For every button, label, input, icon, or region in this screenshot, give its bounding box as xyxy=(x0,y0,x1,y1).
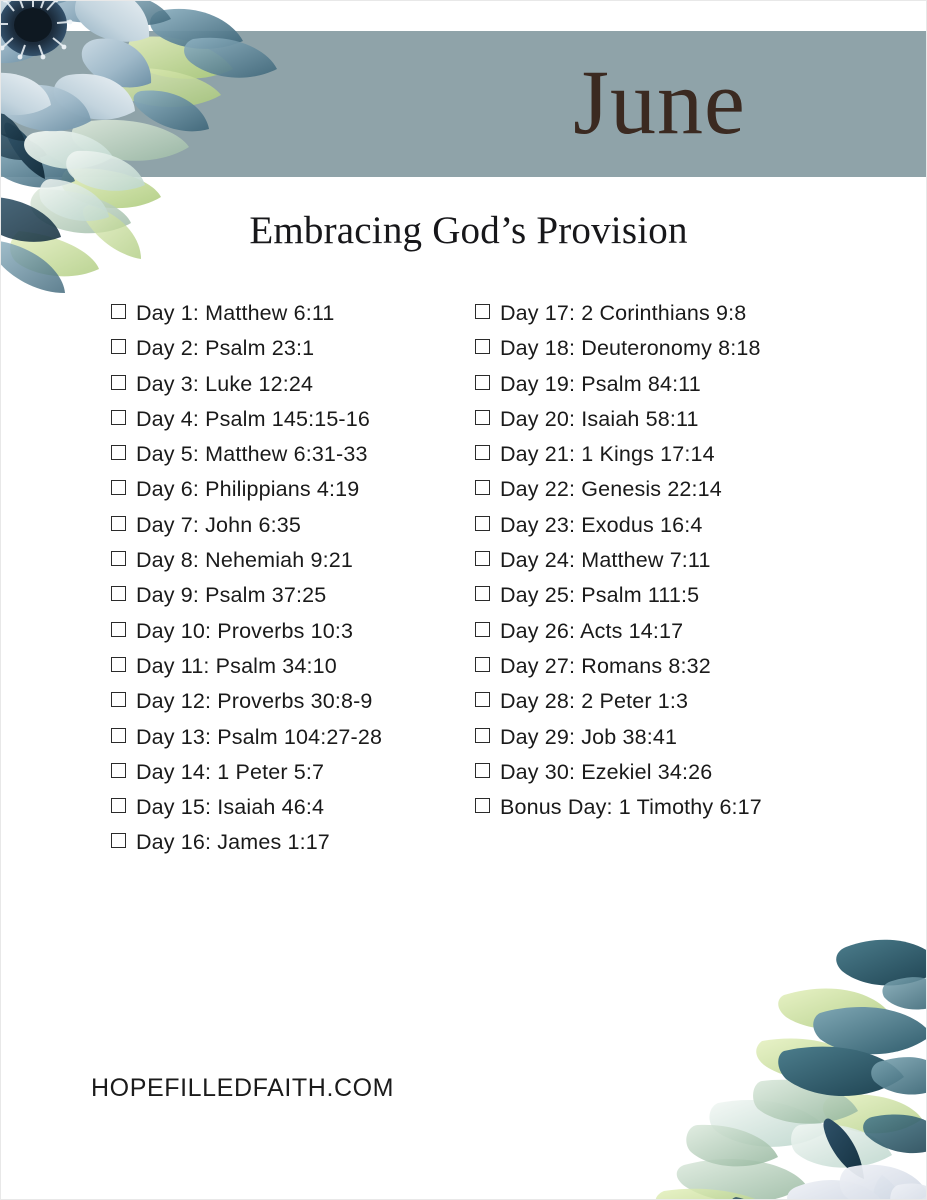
checklist-item[interactable] xyxy=(111,407,382,442)
page-subtitle: Embracing God’s Provision xyxy=(249,209,688,252)
checklist-item-label: Day 22: Genesis 22:14 xyxy=(500,477,722,502)
checklist-item-label: Day 28: 2 Peter 1:3 xyxy=(500,689,689,714)
checklist-item-label: Day 14: 1 Peter 5:7 xyxy=(136,759,325,784)
checklist-item-label: Day 27: Romans 8:32 xyxy=(500,653,711,678)
checklist-item-label: Day 11: Psalm 34:10 xyxy=(136,653,337,678)
checkbox-square-icon[interactable] xyxy=(475,410,490,425)
checkbox-square-icon[interactable] xyxy=(475,445,490,460)
checklist-item-label: Day 3: Luke 12:24 xyxy=(136,371,314,396)
checkbox-square-icon[interactable] xyxy=(475,480,490,495)
checkbox-square-icon[interactable] xyxy=(111,657,126,672)
checklist-item[interactable] xyxy=(111,583,382,618)
br-pale-flower xyxy=(787,1165,927,1200)
br-leaf-lime xyxy=(655,988,922,1200)
checkbox-square-icon[interactable] xyxy=(111,375,126,390)
footer-website: HOPEFILLEDFAITH.COM xyxy=(91,1074,395,1102)
checklist-item-label: Day 9: Psalm 37:25 xyxy=(136,583,327,608)
checkbox-square-icon[interactable] xyxy=(475,551,490,566)
checklist-item-label: Day 21: 1 Kings 17:14 xyxy=(500,442,715,467)
checklist-item-label: Day 5: Matthew 6:31-33 xyxy=(136,442,368,467)
checkbox-square-icon[interactable] xyxy=(475,798,490,813)
checklist-item[interactable] xyxy=(475,372,762,407)
checklist-item-label: Day 6: Philippians 4:19 xyxy=(136,477,360,502)
checklist-item[interactable] xyxy=(475,442,762,477)
checklist-item[interactable] xyxy=(111,619,382,654)
checklist-item-label: Day 24: Matthew 7:11 xyxy=(500,548,711,573)
checklist-item[interactable] xyxy=(111,477,382,512)
checklist-item-label: Day 17: 2 Corinthians 9:8 xyxy=(500,301,747,325)
checkbox-square-icon[interactable] xyxy=(111,480,126,495)
checklist-item[interactable] xyxy=(475,301,762,336)
checklist-item-label: Day 12: Proverbs 30:8-9 xyxy=(136,689,373,714)
checkbox-square-icon[interactable] xyxy=(475,304,490,319)
checkbox-square-icon[interactable] xyxy=(475,692,490,707)
checklist-item[interactable] xyxy=(475,725,762,760)
checklist-item[interactable] xyxy=(111,830,382,865)
checklist-item-label: Day 7: John 6:35 xyxy=(136,512,301,537)
checkbox-square-icon[interactable] xyxy=(475,339,490,354)
checklist-item[interactable] xyxy=(111,548,382,583)
checkbox-square-icon[interactable] xyxy=(475,728,490,743)
checklist-item[interactable] xyxy=(111,372,382,407)
checklist-item-label: Day 15: Isaiah 46:4 xyxy=(136,795,325,820)
checkbox-square-icon[interactable] xyxy=(111,833,126,848)
checklist-item[interactable] xyxy=(475,477,762,512)
checklist-item[interactable] xyxy=(111,689,382,724)
month-title: June xyxy=(573,51,746,153)
checkbox-square-icon[interactable] xyxy=(111,622,126,637)
checklist-item-label: Day 25: Psalm 111:5 xyxy=(500,583,700,608)
checklist-item-label: Day 4: Psalm 145:15-16 xyxy=(136,406,370,431)
checklist-item[interactable] xyxy=(475,548,762,583)
checklist-item-label: Day 18: Deuteronomy 8:18 xyxy=(500,336,761,361)
checkbox-square-icon[interactable] xyxy=(111,516,126,531)
checklist-item[interactable] xyxy=(475,795,762,830)
checkbox-square-icon[interactable] xyxy=(111,445,126,460)
checkbox-square-icon[interactable] xyxy=(475,657,490,672)
checklist-item[interactable] xyxy=(111,513,382,548)
checklist-item[interactable] xyxy=(111,760,382,795)
checklist-item-label: Day 2: Psalm 23:1 xyxy=(136,336,315,361)
checklist-item-label: Day 10: Proverbs 10:3 xyxy=(136,618,354,643)
checklist-item-label: Day 16: James 1:17 xyxy=(136,830,330,855)
checkbox-square-icon[interactable] xyxy=(475,586,490,601)
checklist-item[interactable] xyxy=(475,336,762,371)
checklist-item[interactable] xyxy=(111,442,382,477)
checklist-item-label: Day 8: Nehemiah 9:21 xyxy=(136,548,353,573)
br-leaf-mint xyxy=(686,1080,892,1168)
checklist-item[interactable] xyxy=(111,725,382,760)
checklist-item[interactable] xyxy=(475,654,762,689)
checkbox-square-icon[interactable] xyxy=(111,304,126,319)
checklist-item-label: Day 23: Exodus 16:4 xyxy=(500,512,703,537)
checklist-item[interactable] xyxy=(475,760,762,795)
checklist-item-label: Day 13: Psalm 104:27-28 xyxy=(136,724,383,749)
checklist-item[interactable] xyxy=(475,583,762,618)
checkbox-square-icon[interactable] xyxy=(111,763,126,778)
checklist-item[interactable] xyxy=(475,689,762,724)
checklist-item-label: Day 19: Psalm 84:11 xyxy=(500,371,701,396)
checkbox-square-icon[interactable] xyxy=(475,622,490,637)
checklist-item-label: Day 29: Job 38:41 xyxy=(500,724,678,749)
checklist-item-label: Day 30: Ezekiel 34:26 xyxy=(500,759,713,784)
checklist-item-label: Day 26: Acts 14:17 xyxy=(500,618,684,643)
checkbox-square-icon[interactable] xyxy=(475,516,490,531)
checklist-item[interactable] xyxy=(475,619,762,654)
checklist-item[interactable] xyxy=(111,654,382,689)
checkbox-square-icon[interactable] xyxy=(111,692,126,707)
checklist-item[interactable] xyxy=(111,301,382,336)
checkbox-square-icon[interactable] xyxy=(111,728,126,743)
checkbox-square-icon[interactable] xyxy=(111,798,126,813)
header-banner xyxy=(1,31,927,177)
checkbox-square-icon[interactable] xyxy=(111,410,126,425)
checkbox-square-icon[interactable] xyxy=(111,586,126,601)
checklist-item[interactable] xyxy=(111,336,382,371)
floral-bottom-right-decoration xyxy=(644,929,927,1200)
checklist-item-label: Day 1: Matthew 6:11 xyxy=(136,301,335,325)
checkbox-square-icon[interactable] xyxy=(475,375,490,390)
br-leaf-navy-accent xyxy=(728,1118,908,1200)
checklist-column-left xyxy=(111,301,382,866)
checklist-item[interactable] xyxy=(475,513,762,548)
checkbox-square-icon[interactable] xyxy=(111,339,126,354)
checklist-column-right xyxy=(475,301,762,830)
checklist-item-label: Day 20: Isaiah 58:11 xyxy=(500,406,699,431)
checklist-item-label: Bonus Day: 1 Timothy 6:17 xyxy=(500,795,762,820)
br-leaf-teal xyxy=(778,940,927,1153)
checklist-item[interactable] xyxy=(111,795,382,830)
checkbox-square-icon[interactable] xyxy=(111,551,126,566)
checkbox-square-icon[interactable] xyxy=(475,763,490,778)
checklist-item[interactable] xyxy=(475,407,762,442)
